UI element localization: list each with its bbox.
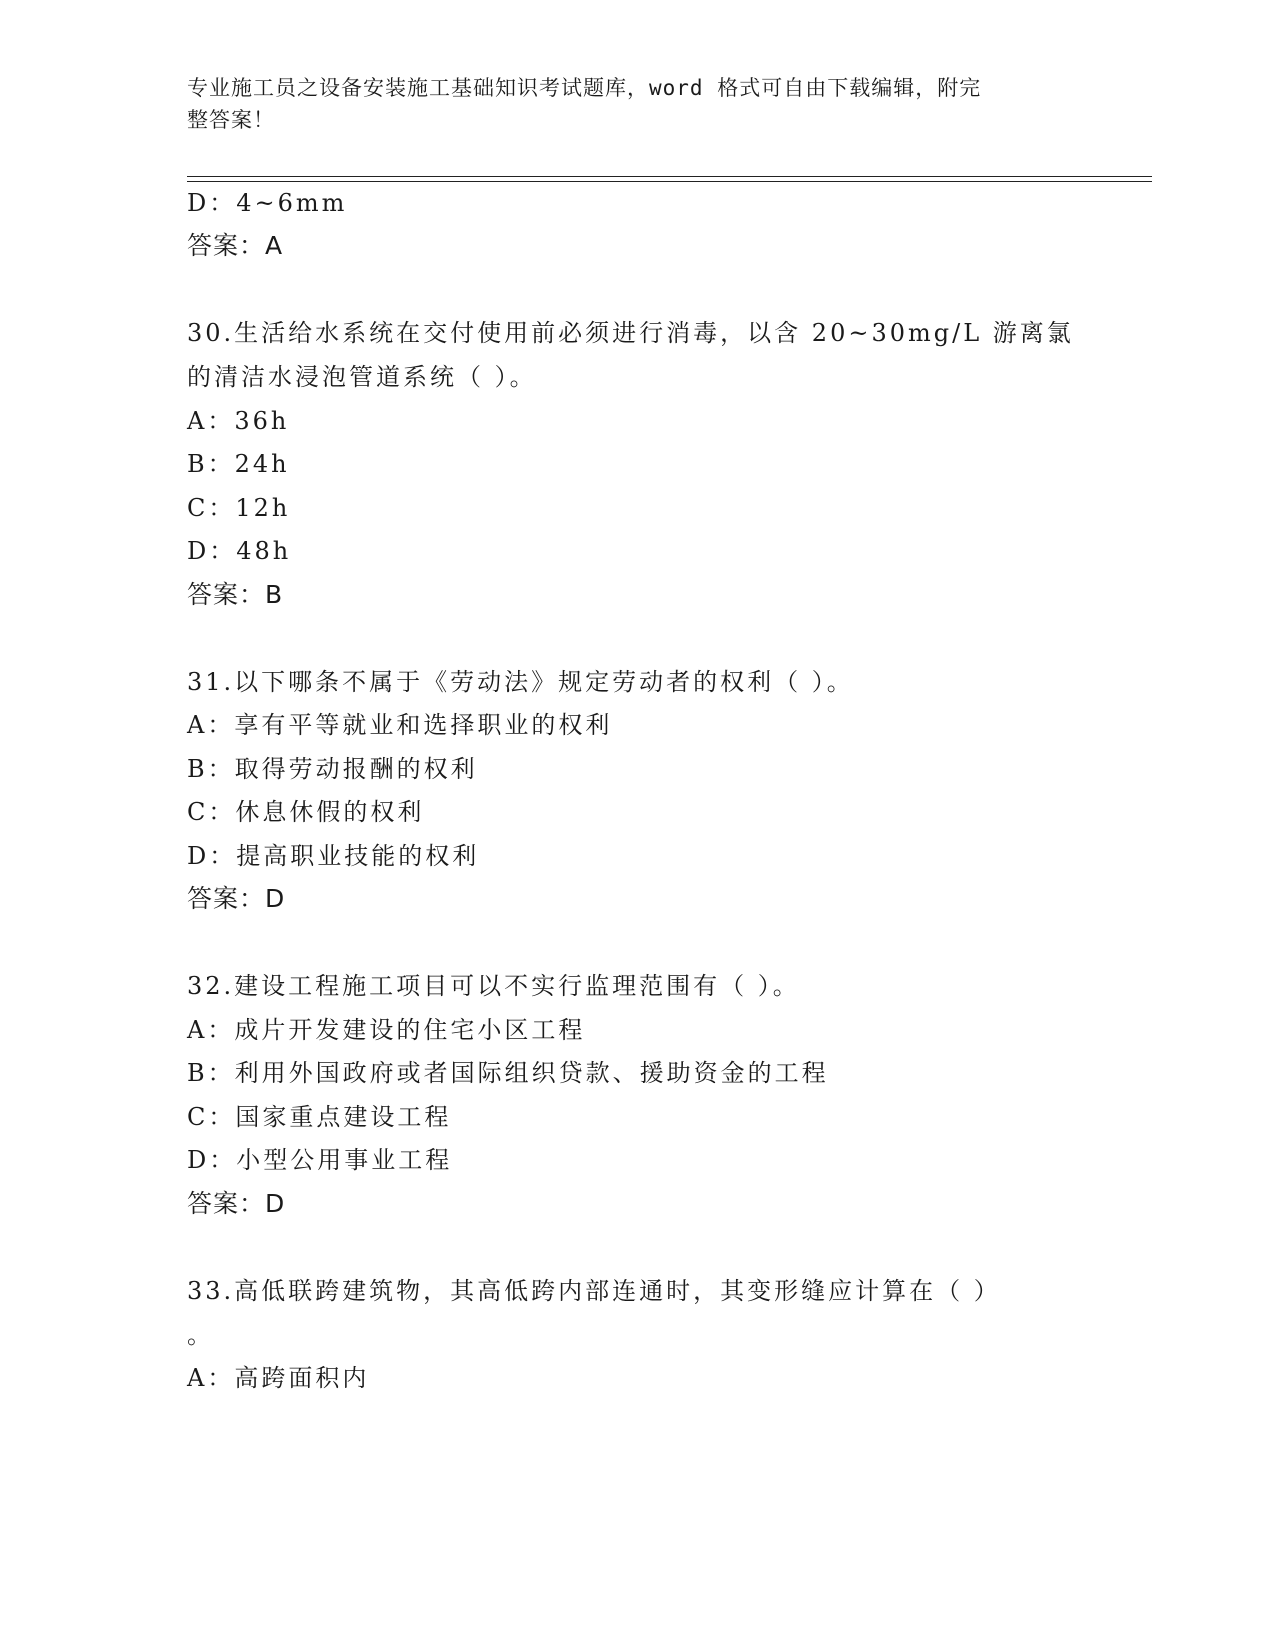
question-30-stem-line-2: 的清洁水浸泡管道系统（ ）。 — [187, 363, 537, 391]
question-32-option-c: C：国家重点建设工程 — [187, 1103, 452, 1131]
question-32-option-d: D：小型公用事业工程 — [187, 1146, 453, 1174]
question-30-option-a: A：36h — [187, 407, 290, 435]
option-d: D：4~6mm — [187, 189, 348, 217]
question-30-option-d: D：48h — [187, 537, 292, 565]
question-30-option-b: B：24h — [187, 450, 290, 478]
header-rule-bottom — [187, 181, 1152, 182]
question-32-option-a: A：成片开发建设的住宅小区工程 — [187, 1016, 586, 1044]
header-title-line-1: 专业施工员之设备安装施工基础知识考试题库，word 格式可自由下载编辑，附完 — [187, 76, 982, 100]
question-33-stem-line-2: 。 — [187, 1321, 214, 1349]
question-33-stem-line-1: 33.高低联跨建筑物，其高低跨内部连通时，其变形缝应计算在（ ） — [187, 1277, 1001, 1305]
question-32-stem: 32.建设工程施工项目可以不实行监理范围有（ ）。 — [187, 972, 800, 1000]
question-30-option-c: C：12h — [187, 494, 291, 522]
question-31-answer: 答案：D — [187, 884, 286, 913]
question-30-stem-line-1: 30.生活给水系统在交付使用前必须进行消毒，以含 20~30mg/L 游离氯 — [187, 319, 1074, 347]
question-31-stem: 31.以下哪条不属于《劳动法》规定劳动者的权利（ ）。 — [187, 668, 854, 696]
question-31-option-a: A：享有平等就业和选择职业的权利 — [187, 711, 613, 739]
question-31-option-c: C：休息休假的权利 — [187, 798, 425, 826]
question-33-option-a: A：高跨面积内 — [187, 1364, 370, 1392]
answer-label: 答案：A — [187, 231, 284, 260]
header-rule-top — [187, 176, 1152, 177]
question-30-answer: 答案：B — [187, 580, 284, 609]
question-31-option-b: B：取得劳动报酬的权利 — [187, 755, 478, 783]
question-31-option-d: D：提高职业技能的权利 — [187, 842, 480, 870]
document-header — [187, 72, 1067, 136]
question-32-option-b: B：利用外国政府或者国际组织贷款、援助资金的工程 — [187, 1059, 829, 1087]
question-32-answer: 答案：D — [187, 1189, 286, 1218]
header-title-line-2: 整答案！ — [187, 108, 275, 132]
